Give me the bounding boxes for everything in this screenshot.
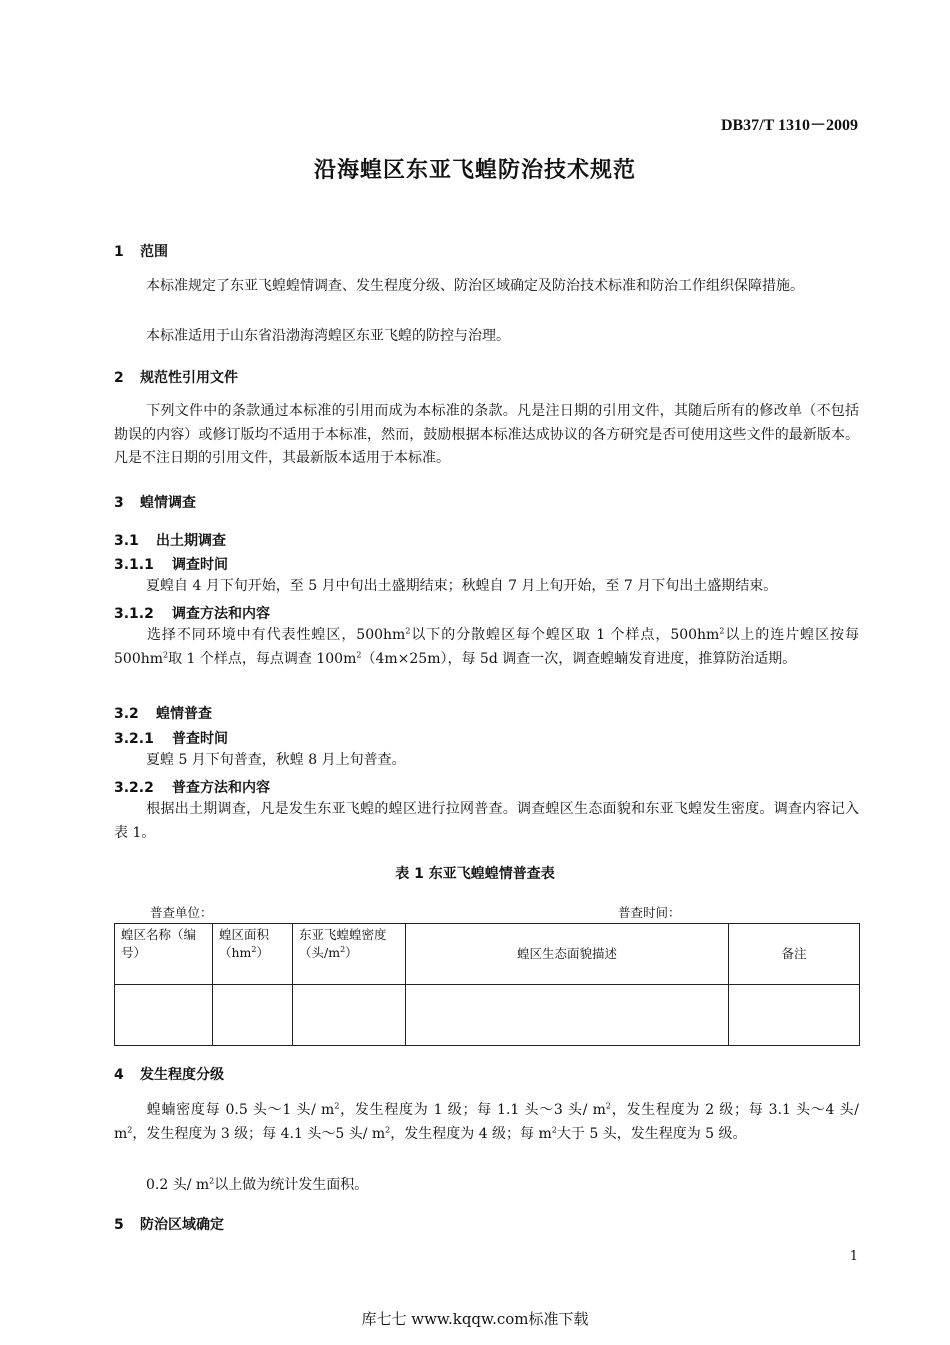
section-3-1-heading: 3.1 出土期调查	[114, 533, 226, 549]
section-3-2-heading: 3.2 蝗情普查	[114, 706, 212, 722]
section-3-1-1-heading: 3.1.1 调查时间	[114, 557, 228, 573]
section-5-heading	[114, 1214, 224, 1234]
section-3-1-2-heading: 3.1.2 调查方法和内容	[114, 606, 270, 622]
survey-table	[114, 923, 860, 1046]
header-remarks: 备注	[729, 924, 860, 985]
survey-unit-label: 普查单位：	[150, 905, 213, 920]
survey-time-label: 普查时间：	[618, 905, 681, 920]
document-title: 沿海蝗区东亚飞蝗防治技术规范	[313, 158, 636, 183]
table-row	[115, 985, 860, 1046]
section-title: 规范性引用文件	[140, 370, 238, 386]
section-number: 4	[114, 1067, 124, 1083]
section-2-heading	[114, 367, 238, 387]
section-3-2-2-heading: 3.2.2 普查方法和内容	[114, 780, 270, 796]
section-2-paragraph-1: 下列文件中的条款通过本标准的引用而成为本标准的条款。凡是注日期的引用文件，其随后所有的修改单（不包括勘误的内容）或修订版均不适用于本标准，然而，鼓励根据本标准达成协议的各方研究是否可使用这些文件的最新版本。凡是不注日期的引用文件，其最新版本适用于本标准。	[114, 403, 859, 466]
document-number: DB37/T 1310－2009	[720, 117, 858, 134]
table-cell	[293, 985, 406, 1046]
section-1-heading	[114, 241, 168, 261]
section-title: 范围	[140, 244, 168, 260]
header-locust-area-name: 蝗区名称（编号）	[115, 924, 213, 985]
section-4-heading	[114, 1064, 224, 1084]
section-3-heading	[114, 492, 196, 512]
table-cell	[729, 985, 860, 1046]
footer-watermark: 库七七 www.kqqw.com标准下载	[361, 1310, 589, 1328]
header-locust-density: 东亚飞蝗蝗密度（头$/m^2$）	[293, 924, 406, 985]
section-title: 发生程度分级	[140, 1067, 224, 1083]
section-3-2-2-paragraph: 根据出土期调查，凡是发生东亚飞蝗的蝗区进行拉网普查。调查蝗区生态面貌和东亚飞蝗发生密度。调查内容记入表 1。	[114, 801, 859, 841]
section-number: 5	[114, 1217, 124, 1233]
table-cell	[213, 985, 293, 1046]
table-header-row	[115, 924, 860, 985]
section-3-1-1-paragraph: 夏蝗自 4 月下旬开始，至 5 月中旬出土盛期结束；秋蝗自 7 月上旬开始，至 7 月下旬出土盛期结束。	[146, 578, 778, 594]
section-4-paragraph-1: 蝗蝻密度每 0.5 头～1 头/ $m^2$，发生程度为 1 级；每 1.1 头～3 头/ $m^2$，发生程度为 2 级；每 3.1 头～4 头/ $m^2$，发生程度为 3 级；每 4.1 头～5 头/ $m^2$，发生程度为 4 级；每 $m^2$大于 5 头，发生程度为 5 级。	[114, 1101, 860, 1142]
table-cell	[406, 985, 729, 1046]
header-locust-area-size: 蝗区面积$(hm^2)$	[213, 924, 293, 985]
section-title: 蝗情调查	[140, 495, 196, 511]
header-ecology-description: 蝗区生态面貌描述	[406, 924, 729, 985]
table-caption: 表 1 东亚飞蝗蝗情普查表	[395, 866, 555, 882]
page-number: 1	[849, 1249, 858, 1264]
section-number: 2	[114, 370, 124, 386]
section-3-2-1-heading: 3.2.1 普查时间	[114, 731, 228, 747]
section-3-1-2-paragraph: 选择不同环境中有代表性蝗区，$500hm^2$以下的分散蝗区每个蝗区取 1 个样点，$500hm^2$以上的连片蝗区按每 $500hm^2$取 1 个样点，每点调查 $100m^2(4m\times 25m)$，每 5d 调查一次，调查蝗蝻发育进度，推算防治适期。	[114, 626, 860, 667]
section-1-paragraph-1: 本标准规定了东亚飞蝗蝗情调查、发生程度分级、防治区域确定及防治技术标准和防治工作组织保障措施。	[146, 278, 804, 294]
section-number: 1	[114, 244, 124, 260]
section-number: 3	[114, 495, 124, 511]
section-1-paragraph-2: 本标准适用于山东省沿渤海湾蝗区东亚飞蝗的防控与治理。	[146, 328, 510, 344]
section-3-2-1-paragraph: 夏蝗 5 月下旬普查，秋蝗 8 月上旬普查。	[146, 752, 406, 768]
table-cell	[115, 985, 213, 1046]
section-title: 防治区域确定	[140, 1217, 224, 1233]
section-4-paragraph-2: 0.2 头/ $m^2$以上做为统计发生面积。	[146, 1176, 369, 1193]
